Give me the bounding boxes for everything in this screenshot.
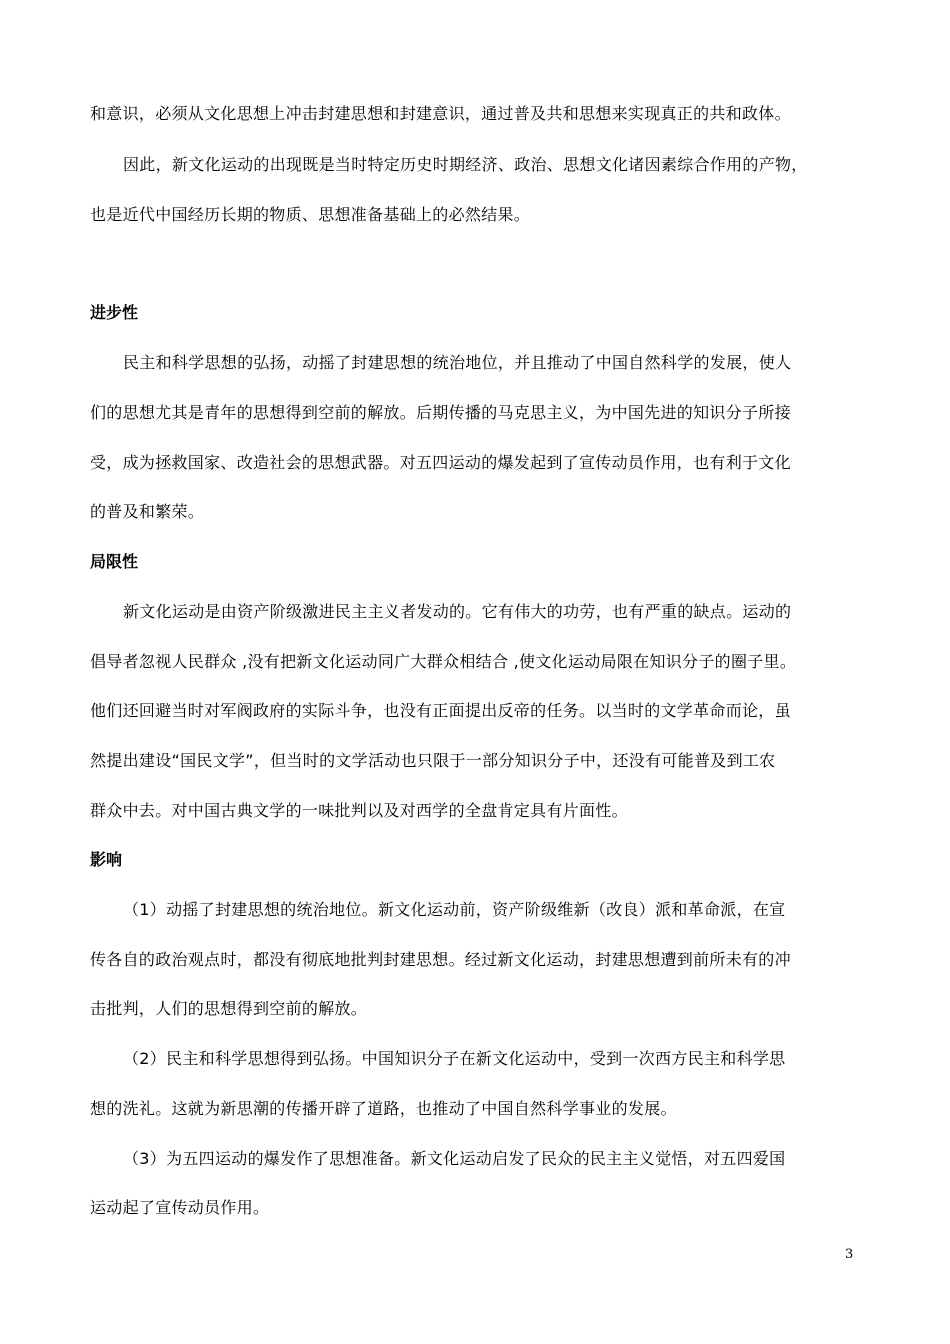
influence-item1-line-2: 传各自的政治观点时，都没有彻底地批判封建思想。经过新文化运动，封建思想遭到前所未有的冲 (90, 950, 791, 969)
influence-heading: 影响 (90, 850, 123, 869)
influence-item3-line-2: 运动起了宣传动员作用。 (90, 1198, 270, 1217)
limitation-heading: 局限性 (90, 552, 139, 571)
influence-item3-line-1: （3）为五四运动的爆发作了思想准备。新文化运动启发了民众的民主主义觉悟，对五四爱国 (123, 1149, 786, 1168)
limitation-line-3: 他们还回避当时对军阀政府的实际斗争，也没有正面提出反帝的任务。以当时的文学革命而论，虽 (90, 701, 791, 720)
progress-line-2: 们的思想尤其是青年的思想得到空前的解放。后期传播的马克思主义，为中国先进的知识分子所接 (90, 403, 791, 422)
limitation-line-1: 新文化运动是由资产阶级激进民主主义者发动的。它有伟大的功劳，也有严重的缺点。运动的 (123, 602, 792, 621)
progress-heading: 进步性 (90, 303, 139, 322)
influence-item2-line-2: 想的洗礼。这就为新思潮的传播开辟了道路，也推动了中国自然科学事业的发展。 (90, 1099, 677, 1118)
limitation-line-5: 群众中去。对中国古典文学的一味批判以及对西学的全盘肯定具有片面性。 (90, 801, 628, 820)
limitation-line-2: 倡导者忽视人民群众 ,没有把新文化运动同广大群众相结合 ,使文化运动局限在知识分子的圈子里。 (90, 652, 797, 671)
influence-item1-line-3: 击批判，人们的思想得到空前的解放。 (90, 999, 368, 1018)
page-number: 3 (845, 1247, 854, 1262)
intro-line-1: 和意识，必须从文化思想上冲击封建思想和封建意识，通过普及共和思想来实现真正的共和政体。 (90, 104, 791, 123)
influence-item2-line-1: （2）民主和科学思想得到弘扬。中国知识分子在新文化运动中，受到一次西方民主和科学思 (123, 1049, 786, 1068)
intro-line-2: 因此，新文化运动的出现既是当时特定历史时期经济、政治、思想文化诸因素综合作用的产物， (123, 155, 808, 174)
progress-line-3: 受，成为拯救国家、改造社会的思想武器。对五四运动的爆发起到了宣传动员作用，也有利于文化 (90, 453, 791, 472)
progress-line-1: 民主和科学思想的弘扬，动摇了封建思想的统治地位，并且推动了中国自然科学的发展，使人 (123, 353, 792, 372)
limitation-line-4: 然提出建设“国民文学”，但当时的文学活动也只限于一部分知识分子中，还没有可能普及到工农 (90, 751, 776, 770)
progress-line-4: 的普及和繁荣。 (90, 502, 205, 521)
intro-line-3: 也是近代中国经历长期的物质、思想准备基础上的必然结果。 (90, 205, 531, 224)
influence-item1-line-1: （1）动摇了封建思想的统治地位。新文化运动前，资产阶级维新（改良）派和革命派，在宣 (123, 900, 786, 919)
